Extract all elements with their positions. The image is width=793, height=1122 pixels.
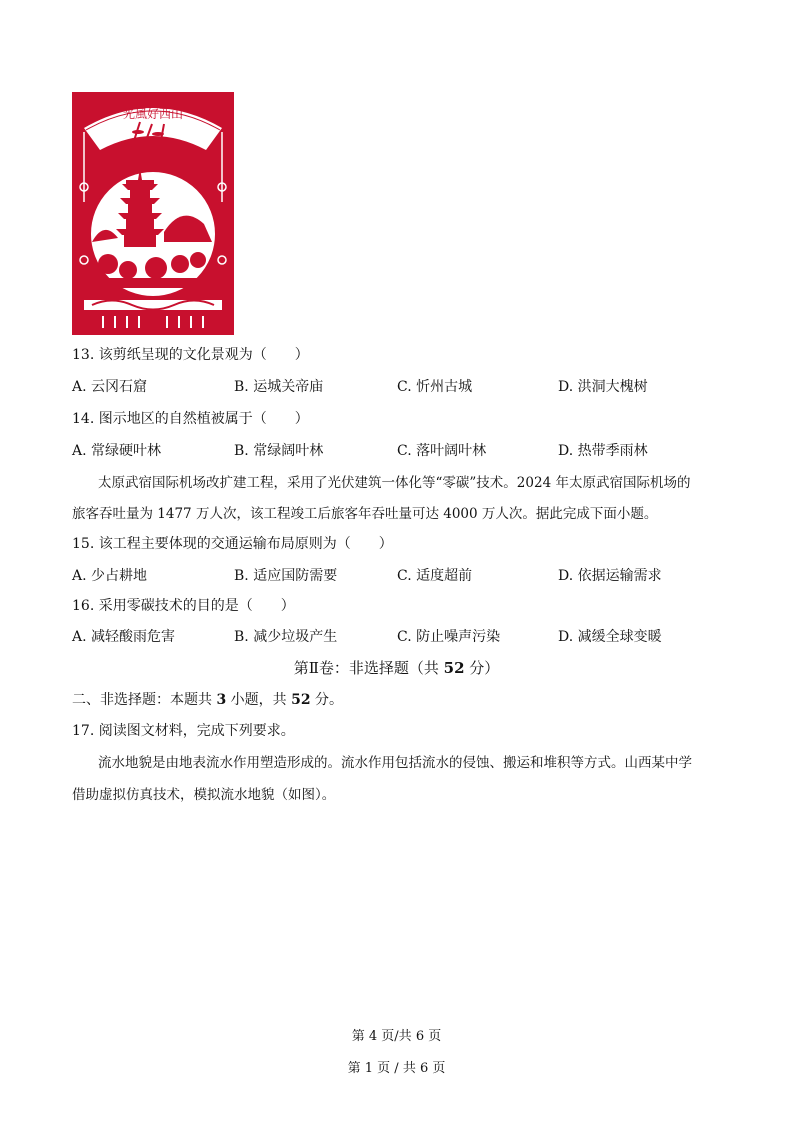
q15-option-b: B. 适应国防需要	[234, 568, 338, 584]
paper-cut-image	[72, 92, 234, 335]
q17-material-line-2: 借助虚拟仿真技术，模拟流水地貌（如图）。	[72, 787, 336, 803]
q16-option-b: B. 减少垃圾产生	[234, 629, 338, 645]
outer-page-number: 第 1 页 / 共 6 页	[347, 1061, 446, 1076]
q13-option-a: A. 云冈石窟	[72, 379, 148, 395]
question-16-stem: 16. 采用零碳技术的目的是（ ）	[72, 598, 295, 614]
question-13-stem: 13. 该剪纸呈现的文化景观为（ ）	[72, 347, 309, 363]
inner-page-number: 第 4 页/共 6 页	[351, 1029, 442, 1044]
calligraphy-text: 光風好西山	[122, 107, 184, 121]
heading-pre: 二、非选择题：本题共	[72, 692, 217, 708]
q13-option-d: D. 洪洞大槐树	[558, 379, 648, 395]
q17-material-line-1: 流水地貌是由地表流水作用塑造形成的。流水作用包括流水的侵蚀、搬运和堆积等方式。山西某中学	[98, 755, 692, 771]
paper-cut-illustration	[72, 92, 234, 335]
q16-option-d: D. 减缓全球变暖	[558, 629, 662, 645]
section-2-title-post: 分）	[464, 659, 500, 677]
question-17-stem: 17. 阅读图文材料，完成下列要求。	[72, 723, 295, 739]
q14-option-d: D. 热带季雨林	[558, 443, 648, 459]
q15-option-d: D. 依据运输需求	[558, 568, 662, 584]
question-15-stem: 15. 该工程主要体现的交通运输布局原则为（ ）	[72, 536, 393, 552]
section-2-title	[0, 657, 793, 678]
question-14-stem: 14. 图示地区的自然植被属于（ ）	[72, 411, 309, 427]
q14-option-c: C. 落叶阔叶林	[397, 443, 487, 459]
q16-option-a: A. 减轻酸雨危害	[72, 629, 176, 645]
section-2-title-points: 52	[443, 659, 465, 677]
q15-option-a: A. 少占耕地	[72, 568, 148, 584]
passage-line-1: 太原武宿国际机场改扩建工程，采用了光伏建筑一体化等“零碳”技术。2024 年太原武宿国际机场的	[98, 475, 691, 491]
section-2-heading	[72, 689, 343, 709]
q13-option-b: B. 运城关帝庙	[234, 379, 324, 395]
heading-post: 分。	[310, 692, 344, 708]
q15-option-c: C. 适度超前	[397, 568, 473, 584]
section-2-title-pre: 第Ⅱ卷：非选择题（共	[293, 659, 444, 677]
q14-option-b: B. 常绿阔叶林	[234, 443, 324, 459]
heading-mid: 小题，共	[226, 692, 292, 708]
q13-option-c: C. 忻州古城	[397, 379, 473, 395]
heading-points: 52	[291, 692, 311, 708]
heading-count: 3	[216, 692, 227, 708]
q14-option-a: A. 常绿硬叶林	[72, 443, 162, 459]
q16-option-c: C. 防止噪声污染	[397, 629, 501, 645]
passage-line-2: 旅客吞吐量为 1477 万人次，该工程竣工后旅客年吞吐量可达 4000 万人次。据此完成下面小题。	[72, 506, 658, 522]
